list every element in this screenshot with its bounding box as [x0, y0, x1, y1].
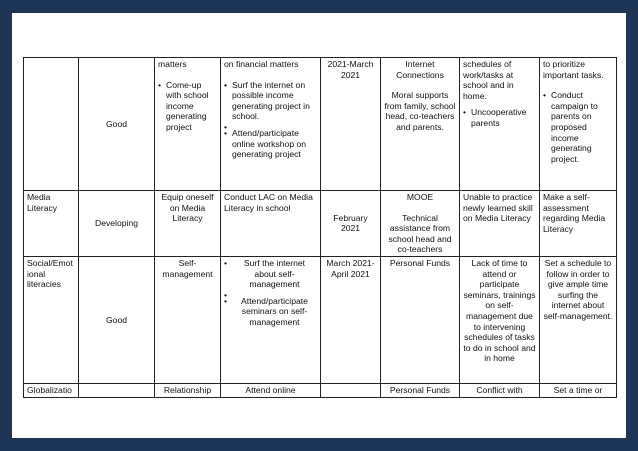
table-row	[24, 58, 617, 191]
resource-text: MOOE	[406, 192, 434, 202]
timeline-cell: February 2021	[321, 191, 381, 257]
timeline-cell: March 2021- April 2021	[321, 256, 381, 383]
resources-cell: Personal Funds	[381, 256, 460, 383]
area-cell: Globalizatio	[24, 383, 79, 397]
needs-cell	[155, 58, 221, 191]
activities-cell: Conduct LAC on Media Literacy in school	[221, 191, 321, 257]
activity-bullet: • Attend/participate seminars on self-management	[232, 296, 317, 328]
activity-bullet: • Attend/participate online workshop on generating project	[232, 128, 317, 160]
area-cell	[24, 58, 79, 191]
solutions-cell: Set a schedule to follow in order to give ample time surfing the internet about self-management.	[540, 256, 617, 383]
resource-text: Internet Connections	[396, 59, 444, 80]
challenges-cell	[460, 58, 540, 191]
challenge-bullet: • Uncooperative parents	[471, 107, 536, 128]
area-cell: Social/Emot ional literacies	[24, 256, 79, 383]
table-row	[24, 191, 617, 257]
solution-bullet: • Conduct campaign to parents on proposed income generating project.	[551, 90, 613, 164]
rating-cell	[79, 383, 155, 397]
resources-cell: Personal Funds	[381, 383, 460, 397]
resource-text: Technical assistance from school head and co-teachers	[388, 212, 452, 255]
needs-cell: Self-management	[155, 256, 221, 383]
needs-bullet: • Come-up with school income generating project	[166, 80, 217, 133]
resources-cell	[381, 191, 460, 257]
activity-text: on financial matters	[224, 59, 299, 69]
challenge-text: schedules of work/tasks at school and in home.	[463, 59, 514, 101]
rating-cell: Developing	[79, 191, 155, 257]
challenges-cell: Unable to practice newly learned skill on Media Literacy	[460, 191, 540, 257]
table-row	[24, 256, 617, 383]
area-cell: Media Literacy	[24, 191, 79, 257]
needs-text: matters	[158, 59, 187, 69]
challenges-cell: Conflict with	[460, 383, 540, 397]
resources-cell	[381, 58, 460, 191]
activity-bullet: • Surf the internet on possible income generating project in school.	[232, 80, 317, 122]
needs-cell: Equip oneself on Media Literacy	[155, 191, 221, 257]
activities-cell: Attend online	[221, 383, 321, 397]
rating-cell: Good	[79, 58, 155, 191]
rating-cell: Good	[79, 256, 155, 383]
activity-bullet: • Surf the internet about self-management	[232, 258, 317, 290]
activities-cell	[221, 256, 321, 383]
activities-cell	[221, 58, 321, 191]
solutions-cell	[540, 58, 617, 191]
timeline-cell	[321, 383, 381, 397]
solutions-cell: Make a self-assessment regarding Media Literacy	[540, 191, 617, 257]
development-plan-table	[23, 57, 617, 398]
document-page	[12, 13, 626, 438]
table-row	[24, 383, 617, 397]
resource-text: Moral supports from family, school head, co-teachers and parents.	[384, 90, 456, 132]
solution-text: to prioritize important tasks.	[543, 59, 604, 80]
timeline-cell: 2021-March 2021	[321, 58, 381, 191]
solutions-cell: Set a time or	[540, 383, 617, 397]
challenges-cell: Lack of time to attend or participate seminars, trainings on self-management due to intervening schedules of tasks to do in school and in home	[460, 256, 540, 383]
needs-cell: Relationship	[155, 383, 221, 397]
